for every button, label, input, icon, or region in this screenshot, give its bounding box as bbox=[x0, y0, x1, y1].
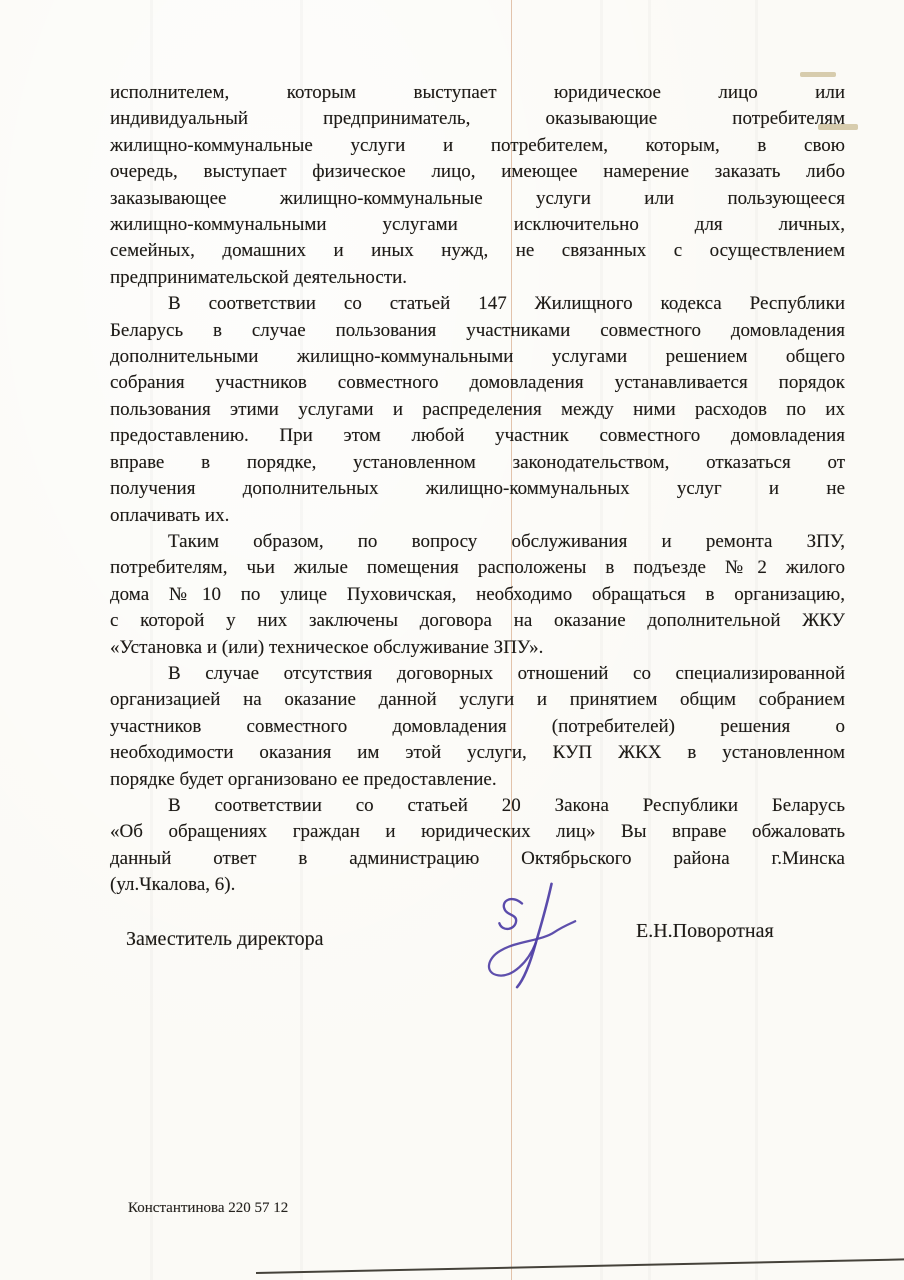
text-line: Таким образом, по вопросу обслуживания и ремонта ЗПУ, bbox=[168, 530, 845, 552]
text-line: заказывающее жилищно-коммунальные услуги или пользующееся bbox=[110, 187, 845, 209]
text-line: В соответствии со статьей 20 Закона Республики Беларусь bbox=[168, 794, 845, 816]
text-line: оплачивать их. bbox=[110, 504, 230, 526]
scan-page-edge-line bbox=[256, 1258, 904, 1274]
text-line: очередь, выступает физическое лицо, имеющее намерение заказать либо bbox=[110, 161, 845, 183]
text-line: собрания участников совместного домовладения устанавливается порядок bbox=[110, 372, 845, 394]
text-line: дома №10 по улице Пуховичская, необходимо обращаться в организацию, bbox=[110, 583, 845, 605]
text-line: исполнителем, которым выступает юридическое лицо или bbox=[110, 82, 845, 103]
signatory-role: Заместитель директора bbox=[126, 928, 324, 950]
executor-contact: Константинова 220 57 12 bbox=[128, 1200, 289, 1216]
text-line: участников совместного домовладения (потребителей) решения о bbox=[110, 715, 845, 737]
text-line: с которой у них заключены договора на оказание дополнительной ЖКУ bbox=[110, 610, 845, 632]
text-line: (ул.Чкалова, 6). bbox=[110, 874, 236, 896]
text-line: жилищно-коммунальными услугами исключительно для личных, bbox=[110, 214, 845, 236]
text-line: семейных, домашних и иных нужд, не связанных с осуществлением bbox=[110, 240, 845, 262]
text-line: вправе в порядке, установленном законодательством, отказаться от bbox=[110, 451, 845, 473]
paragraph bbox=[110, 291, 845, 529]
text-line: потребителям, чьи жилые помещения расположены в подъезде №2 жилого bbox=[110, 557, 845, 579]
text-line: предпринимательской деятельности. bbox=[110, 266, 408, 288]
text-line: дополнительными жилищно-коммунальными услугами решением общего bbox=[110, 346, 845, 368]
signatory-name: Е.Н.Поворотная bbox=[636, 920, 774, 942]
text-line: В соответствии со статьей 147 Жилищного кодекса Республики bbox=[168, 293, 845, 315]
text-line: пользования этими услугами и распределения между ними расходов по их bbox=[110, 398, 845, 420]
text-line: Беларусь в случае пользования участниками совместного домовладения bbox=[110, 319, 845, 341]
paragraph bbox=[110, 529, 845, 661]
text-line: данный ответ в администрацию Октябрьского района г.Минска bbox=[110, 847, 845, 869]
text-line: «Об обращениях граждан и юридических лиц» Вы вправе обжаловать bbox=[110, 821, 845, 843]
signature-ink bbox=[462, 872, 582, 1000]
letter-body bbox=[110, 80, 845, 899]
text-line: предоставлению. При этом любой участник совместного домовладения bbox=[110, 425, 845, 447]
paragraph bbox=[110, 661, 845, 793]
text-line: индивидуальный предприниматель, оказывающие потребителям bbox=[110, 108, 845, 130]
text-line: «Установка и (или) техническое обслуживание ЗПУ». bbox=[110, 636, 544, 658]
text-line: жилищно-коммунальные услуги и потребителем, которым, в свою bbox=[110, 134, 845, 156]
text-line: В случае отсутствия договорных отношений со специализированной bbox=[168, 662, 845, 684]
text-line: порядке будет организовано ее предоставление. bbox=[110, 768, 497, 790]
text-line: организацией на оказание данной услуги и принятием общим собранием bbox=[110, 689, 845, 711]
scan-smudge bbox=[800, 72, 836, 77]
paragraph bbox=[110, 80, 845, 291]
text-line: получения дополнительных жилищно-коммунальных услуг и не bbox=[110, 478, 845, 500]
text-line: необходимости оказания им этой услуги, КУП ЖКХ в установленном bbox=[110, 742, 845, 764]
